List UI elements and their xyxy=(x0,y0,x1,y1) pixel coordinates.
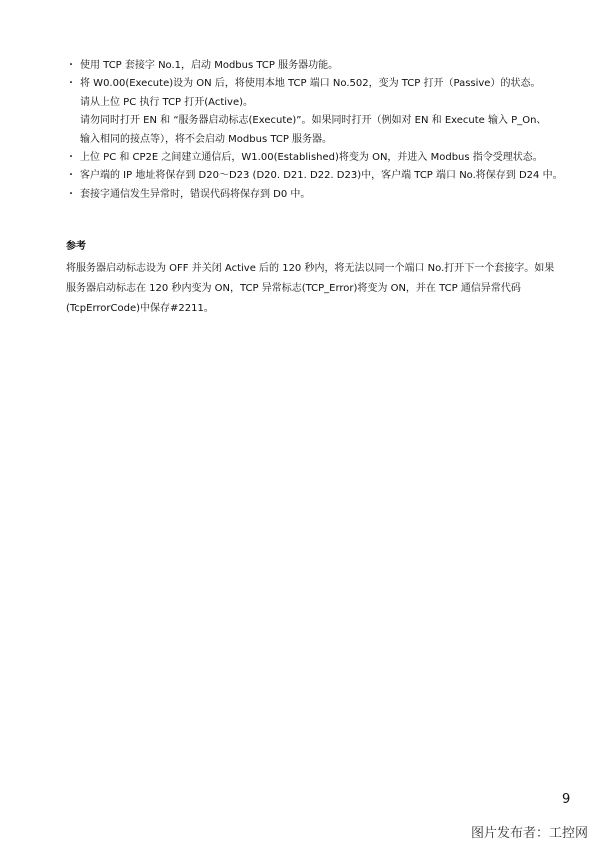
bullet-text: 客户端的 IP 地址将保存到 D20～D23 (D20. D21. D22. D23)中，客户端 TCP 端口 No.将保存到 D24 中。 xyxy=(80,170,563,182)
bullet-text: 上位 PC 和 CP2E 之间建立通信后，W1.00(Established)将变为 ON，并进入 Modbus 指令受理状态。 xyxy=(80,152,543,164)
bullet-dot: ・ xyxy=(66,60,76,71)
bullet-item-4 xyxy=(66,167,586,185)
publisher-watermark: 图片发布者：工控网 xyxy=(470,826,588,841)
page-number: 9 xyxy=(562,792,571,807)
bullet-item-3 xyxy=(66,149,586,167)
reference-line: 将服务器启动标志设为 OFF 并关闭 Active 后的 120 秒内，将无法以同一个端口 No.打开下一个套接字。如果 xyxy=(66,263,555,274)
bullet-item-1 xyxy=(66,57,586,75)
reference-heading: 参考 xyxy=(66,241,86,252)
reference-line: (TcpErrorCode)中保存#2211。 xyxy=(66,303,214,314)
bullet-continuation: 请勿同时打开 EN 和 “服务器启动标志(Execute)”。如果同时打开（例如对 EN 和 Execute 输入 P_On、 xyxy=(80,115,547,127)
bullet-dot: ・ xyxy=(66,188,76,200)
bullet-dot: ・ xyxy=(66,170,76,182)
bullet-text: 将 W0.00(Execute)设为 ON 后，将使用本地 TCP 端口 No.502，变为 TCP 打开（Passive）的状态。 xyxy=(80,78,541,90)
reference-line: 服务器启动标志在 120 秒内变为 ON，TCP 异常标志(TCP_Error)将变为 ON，并在 TCP 通信异常代码 xyxy=(66,283,521,294)
bullet-text: 套接字通信发生异常时，错误代码将保存到 D0 中。 xyxy=(80,188,311,200)
reference-section xyxy=(66,237,566,319)
bullet-continuation: 输入相同的接点等），将不会启动 Modbus TCP 服务器。 xyxy=(80,133,333,145)
bullet-dot: ・ xyxy=(66,152,76,164)
bullet-item-2 xyxy=(66,75,586,149)
bullet-text: 使用 TCP 套接字 No.1，启动 Modbus TCP 服务器功能。 xyxy=(80,60,339,71)
bullet-item-5 xyxy=(66,186,586,204)
bullet-dot: ・ xyxy=(66,78,76,90)
bullet-continuation: 请从上位 PC 执行 TCP 打开(Active)。 xyxy=(80,96,253,108)
bullet-list xyxy=(66,57,586,204)
